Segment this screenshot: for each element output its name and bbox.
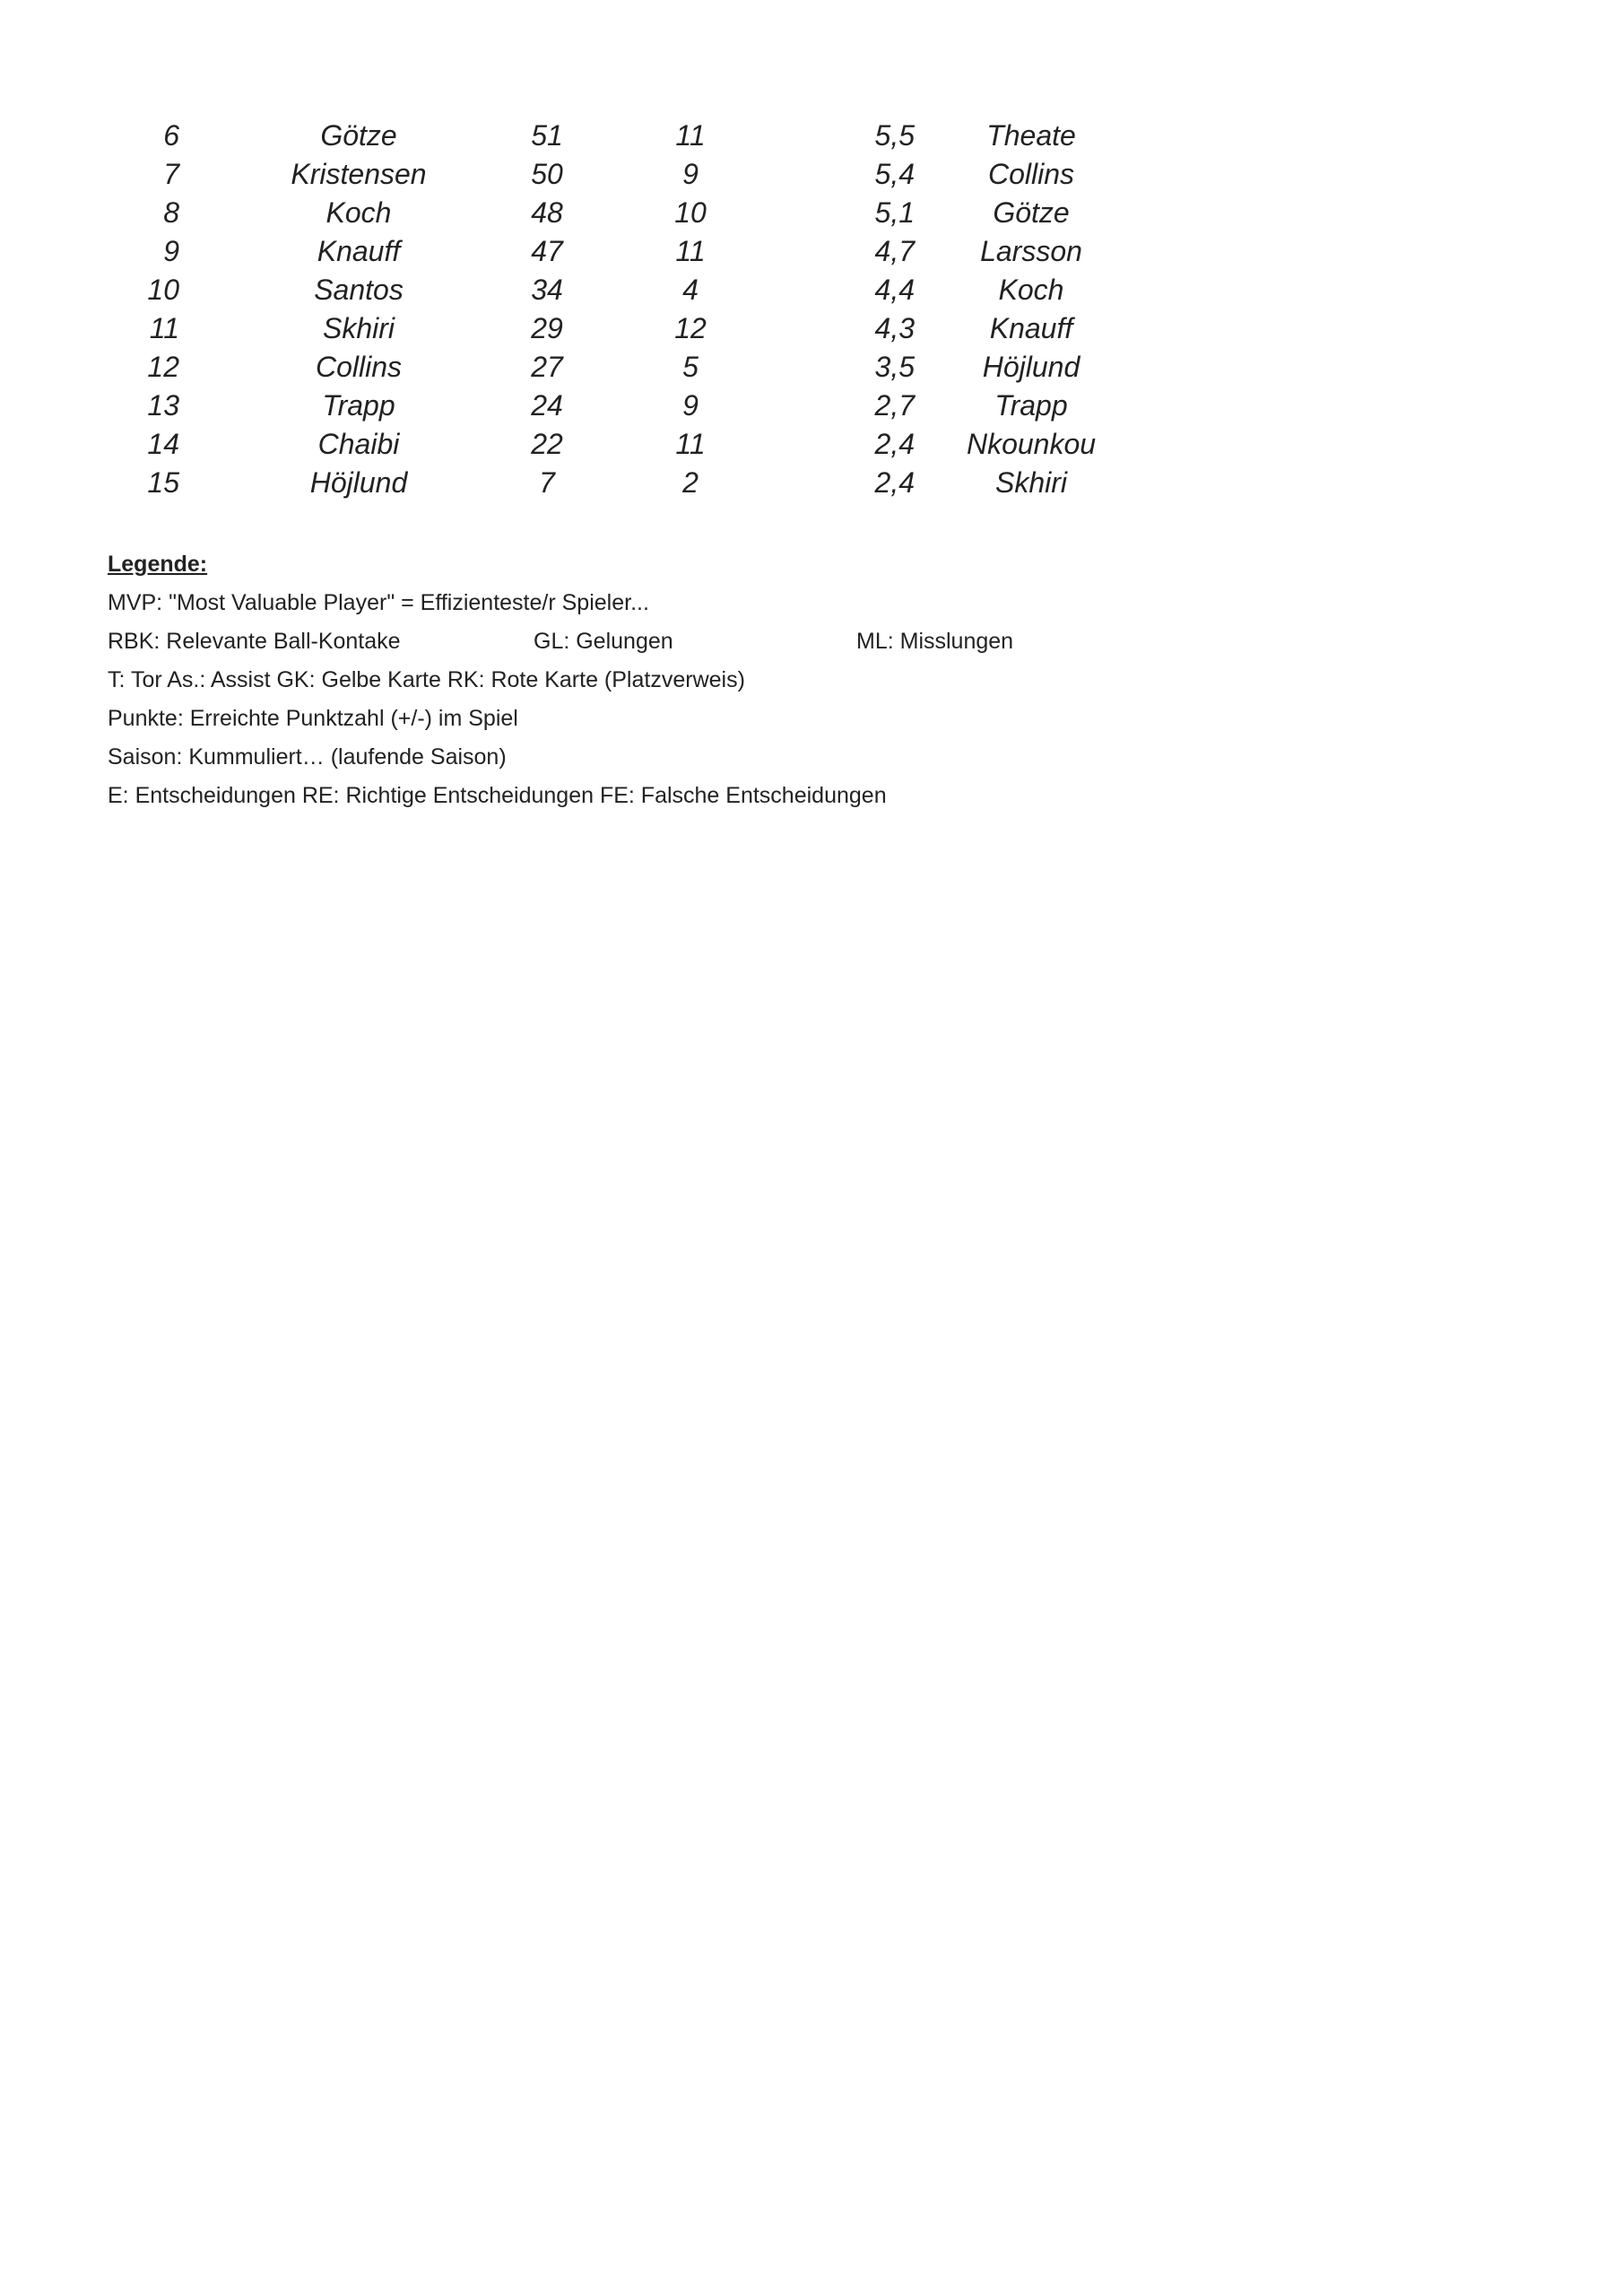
legend-rbk: RBK: Relevante Ball-Kontake: [108, 629, 401, 654]
table-row: [90, 194, 1070, 232]
score-cell: 5,1: [874, 196, 915, 229]
score-cell: 4,4: [874, 274, 915, 306]
legend: [108, 545, 1184, 815]
player-name-cell: Kristensen: [291, 158, 427, 190]
legend-cards: T: Tor As.: Assist GK: Gelbe Karte RK: Rote Karte (Platzverweis): [108, 667, 745, 692]
value1-cell: 27: [531, 351, 563, 383]
table-row: [90, 425, 1097, 464]
rank-cell: 7: [163, 158, 179, 190]
value2-cell: 12: [674, 312, 707, 344]
rank-cell: 9: [163, 235, 179, 267]
legend-saison: Saison: Kummuliert… (laufende Saison): [108, 744, 507, 770]
rank-cell: 6: [163, 119, 179, 152]
score-cell: 2,4: [874, 466, 915, 499]
rank-cell: 12: [147, 351, 179, 383]
player-name-cell: Knauff: [317, 235, 401, 267]
legend-gl: GL: Gelungen: [534, 629, 673, 654]
player-name-cell: Chaibi: [317, 428, 400, 460]
score-player-cell: Koch: [998, 274, 1064, 306]
rank-cell: 13: [147, 389, 179, 422]
table-row: [90, 271, 1064, 309]
score-player-cell: Theate: [986, 119, 1076, 152]
player-name-cell: Collins: [315, 351, 403, 383]
value2-cell: 10: [674, 196, 707, 229]
table-row: [90, 348, 1081, 387]
table-row: [90, 155, 1075, 194]
value2-cell: 5: [682, 351, 699, 383]
value2-cell: 9: [682, 158, 699, 190]
score-cell: 5,4: [874, 158, 915, 190]
rank-cell: 11: [149, 312, 179, 344]
value2-cell: 2: [682, 466, 699, 499]
score-player-cell: Collins: [987, 158, 1075, 190]
score-cell: 3,5: [874, 351, 915, 383]
ranking-table: [90, 117, 1097, 502]
value1-cell: 7: [539, 466, 555, 499]
legend-rbk-row: [108, 622, 1184, 661]
score-cell: 2,7: [874, 389, 915, 422]
score-cell: 5,5: [874, 119, 915, 152]
value2-cell: 11: [675, 235, 706, 267]
rank-cell: 14: [147, 428, 179, 460]
score-player-cell: Nkounkou: [966, 428, 1097, 460]
value1-cell: 48: [531, 196, 563, 229]
player-name-cell: Koch: [325, 196, 392, 229]
score-player-cell: Knauff: [989, 312, 1073, 344]
table-row: [90, 309, 1073, 348]
legend-decisions: E: Entscheidungen RE: Richtige Entscheidungen FE: Falsche Entscheidungen: [108, 783, 887, 808]
rank-cell: 10: [147, 274, 179, 306]
score-cell: 4,7: [874, 235, 915, 267]
rank-cell: 8: [163, 196, 179, 229]
table-row: [90, 117, 1076, 155]
value2-cell: 11: [675, 119, 706, 152]
player-name-cell: Trapp: [322, 389, 395, 422]
table-row: [90, 464, 1067, 502]
value2-cell: 4: [682, 274, 699, 306]
value1-cell: 29: [531, 312, 563, 344]
legend-ml: ML: Misslungen: [856, 629, 1014, 654]
value1-cell: 51: [531, 119, 563, 152]
player-name-cell: Skhiri: [322, 312, 395, 344]
value1-cell: 47: [531, 235, 563, 267]
value1-cell: 22: [531, 428, 563, 460]
player-name-cell: Santos: [314, 274, 404, 306]
score-cell: 2,4: [874, 428, 915, 460]
value1-cell: 50: [531, 158, 563, 190]
score-player-cell: Götze: [993, 196, 1070, 229]
rank-cell: 15: [147, 466, 179, 499]
score-cell: 4,3: [874, 312, 915, 344]
value2-cell: 9: [682, 389, 699, 422]
table-row: [90, 232, 1082, 271]
legend-title: Legende:: [108, 552, 208, 577]
value1-cell: 34: [531, 274, 563, 306]
player-name-cell: Höjlund: [309, 466, 408, 499]
score-player-cell: Höjlund: [982, 351, 1081, 383]
score-player-cell: Skhiri: [994, 466, 1067, 499]
value2-cell: 11: [675, 428, 706, 460]
score-player-cell: Larsson: [980, 235, 1082, 267]
value1-cell: 24: [531, 389, 563, 422]
table-row: [90, 387, 1068, 425]
score-player-cell: Trapp: [994, 389, 1068, 422]
legend-punkte: Punkte: Erreichte Punktzahl (+/-) im Spiel: [108, 706, 518, 731]
player-name-cell: Götze: [320, 119, 397, 152]
legend-mvp: MVP: "Most Valuable Player" = Effizienteste/r Spieler...: [108, 590, 649, 615]
